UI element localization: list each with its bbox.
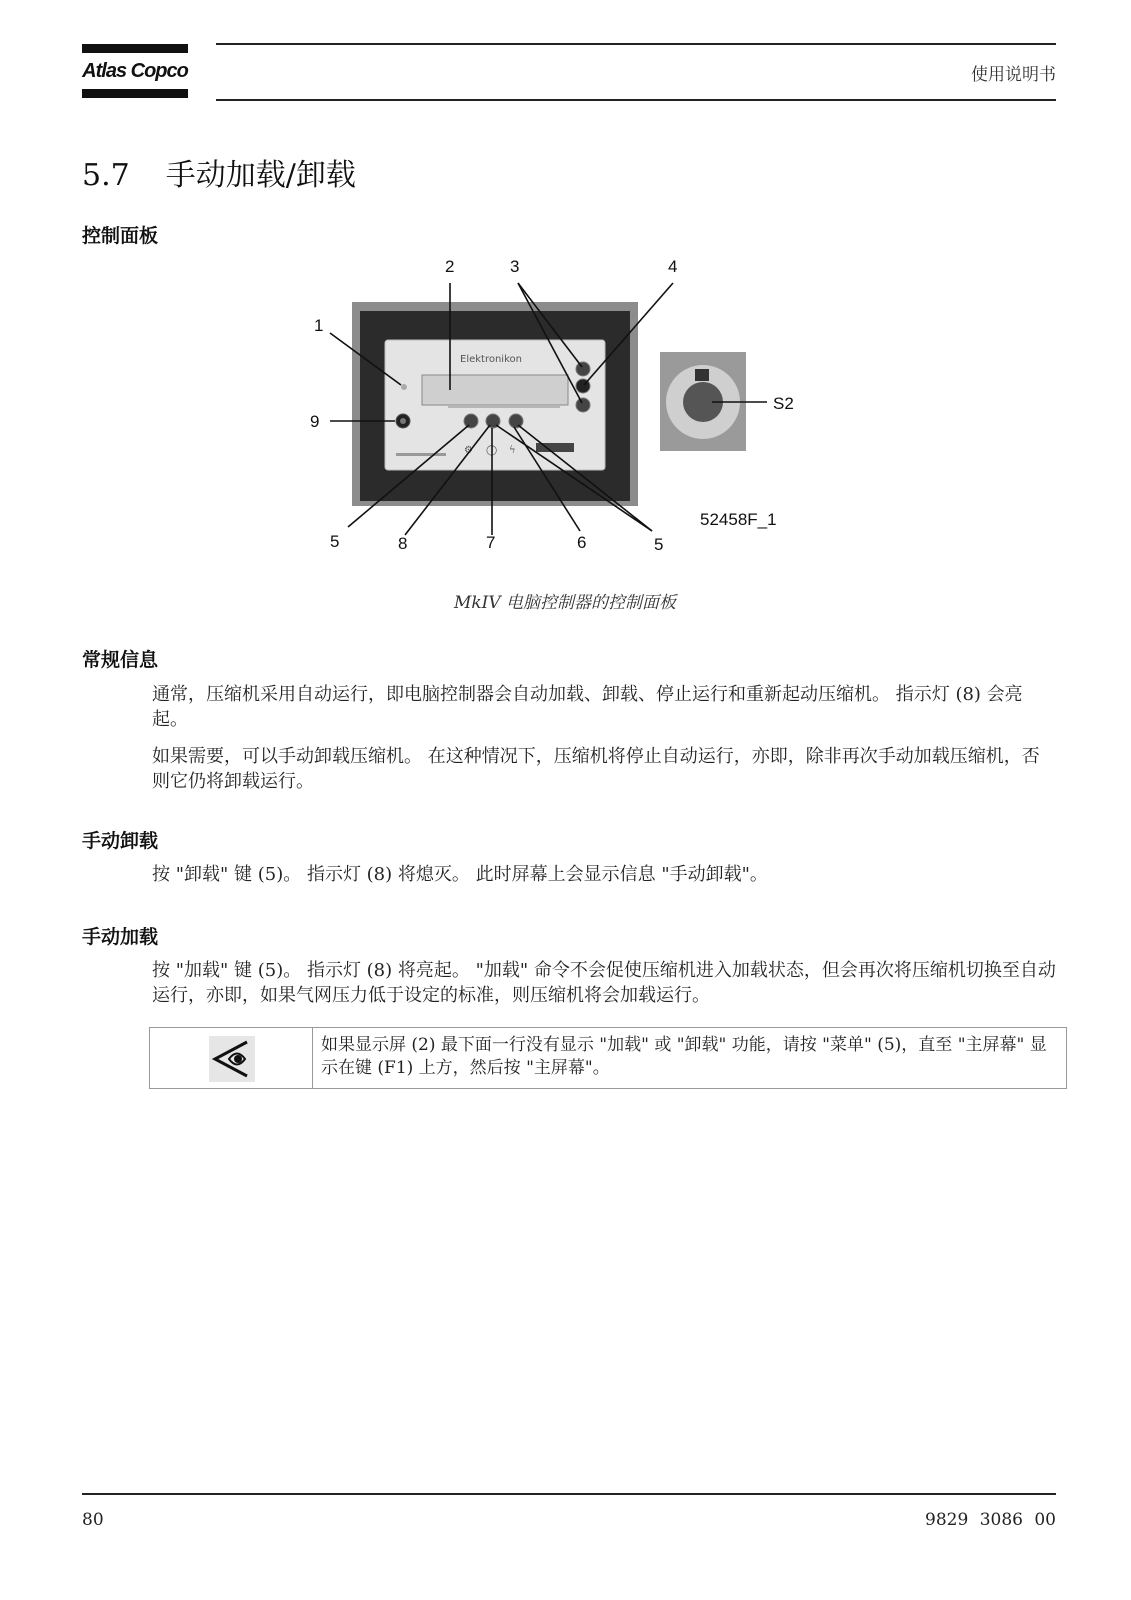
callout-1: 1 <box>314 316 324 335</box>
section-number: 5.7 <box>82 158 130 193</box>
display-brand: Elektronikon <box>460 354 522 365</box>
section-title <box>82 150 356 194</box>
figure-code: 52458F_1 <box>700 510 777 529</box>
manual-load-paragraph: 按 "加载" 键 (5)。 指示灯 (8) 将亮起。 "加载" 命令不会促使压缩机进入加载状态，但会再次将压缩机切换至自动运行，亦即，如果气网压力低于设定的标准，则压缩机将会加载运行。 <box>152 960 1056 1006</box>
general-info-paragraph-1: 通常，压缩机采用自动运行，即电脑控制器会自动加载、卸载、停止运行和重新起动压缩机。 指示灯 (8) 会亮起。 <box>152 684 1023 730</box>
figure-caption: MkIV 电脑控制器的控制面板 <box>453 593 677 613</box>
svg-text:ϟ: ϟ <box>509 445 516 456</box>
control-panel-heading: 控制面板 <box>82 225 159 247</box>
manual-unload-heading: 手动卸载 <box>82 830 159 852</box>
callout-4: 4 <box>668 257 678 276</box>
callout-7: 7 <box>486 533 496 552</box>
document-type: 使用说明书 <box>971 65 1056 85</box>
note-box <box>149 1027 1067 1089</box>
svg-text:◯: ◯ <box>486 445 498 456</box>
header-rule-top <box>216 43 1056 45</box>
key-down <box>576 398 590 412</box>
manual-unload-paragraph: 按 "卸载" 键 (5)。 指示灯 (8) 将熄灭。 此时屏幕上会显示信息 "手动卸载"。 <box>152 864 768 885</box>
section-title-text: 手动加载/卸载 <box>165 158 356 193</box>
eye-note-icon <box>209 1036 255 1082</box>
logo-bar-top <box>82 44 188 53</box>
indicator-led-1 <box>401 384 407 390</box>
svg-text:⚙: ⚙ <box>464 445 473 456</box>
note-icon-cell <box>150 1028 313 1088</box>
callout-9: 9 <box>310 412 320 431</box>
document-number: 9829 3086 00 <box>925 1510 1056 1530</box>
callout-2: 2 <box>445 257 455 276</box>
key-up <box>576 362 590 376</box>
callout-3: 3 <box>510 257 520 276</box>
footer-rule <box>82 1493 1056 1495</box>
header-rule-bottom <box>216 99 1056 101</box>
control-panel-figure <box>300 255 830 575</box>
logo-text: Atlas Copco <box>82 60 188 82</box>
callout-8: 8 <box>398 534 408 553</box>
key-f1 <box>464 414 478 428</box>
logo-bar-bottom <box>82 89 188 98</box>
callout-6: 6 <box>577 533 587 552</box>
general-info-paragraph-2: 如果需要，可以手动卸载压缩机。 在这种情况下，压缩机将停止自动运行，亦即，除非再次手动加载压缩机，否则它仍将卸载运行。 <box>152 746 1040 792</box>
callout-5-right: 5 <box>654 535 664 554</box>
switch-label: S2 <box>773 394 794 413</box>
key-f3 <box>509 414 523 428</box>
atlas-copco-logo <box>82 44 188 98</box>
manual-load-heading: 手动加载 <box>82 926 159 948</box>
callout-5-left: 5 <box>330 532 340 551</box>
note-text: 如果显示屏 (2) 最下面一行没有显示 "加载" 或 "卸载" 功能，请按 "菜单" (5)，直至 "主屏幕" 显示在键 (F1) 上方，然后按 "主屏幕"。 <box>321 1035 1047 1078</box>
lcd-display <box>422 375 568 405</box>
general-info-heading: 常规信息 <box>82 649 159 671</box>
page-number: 80 <box>82 1510 104 1530</box>
